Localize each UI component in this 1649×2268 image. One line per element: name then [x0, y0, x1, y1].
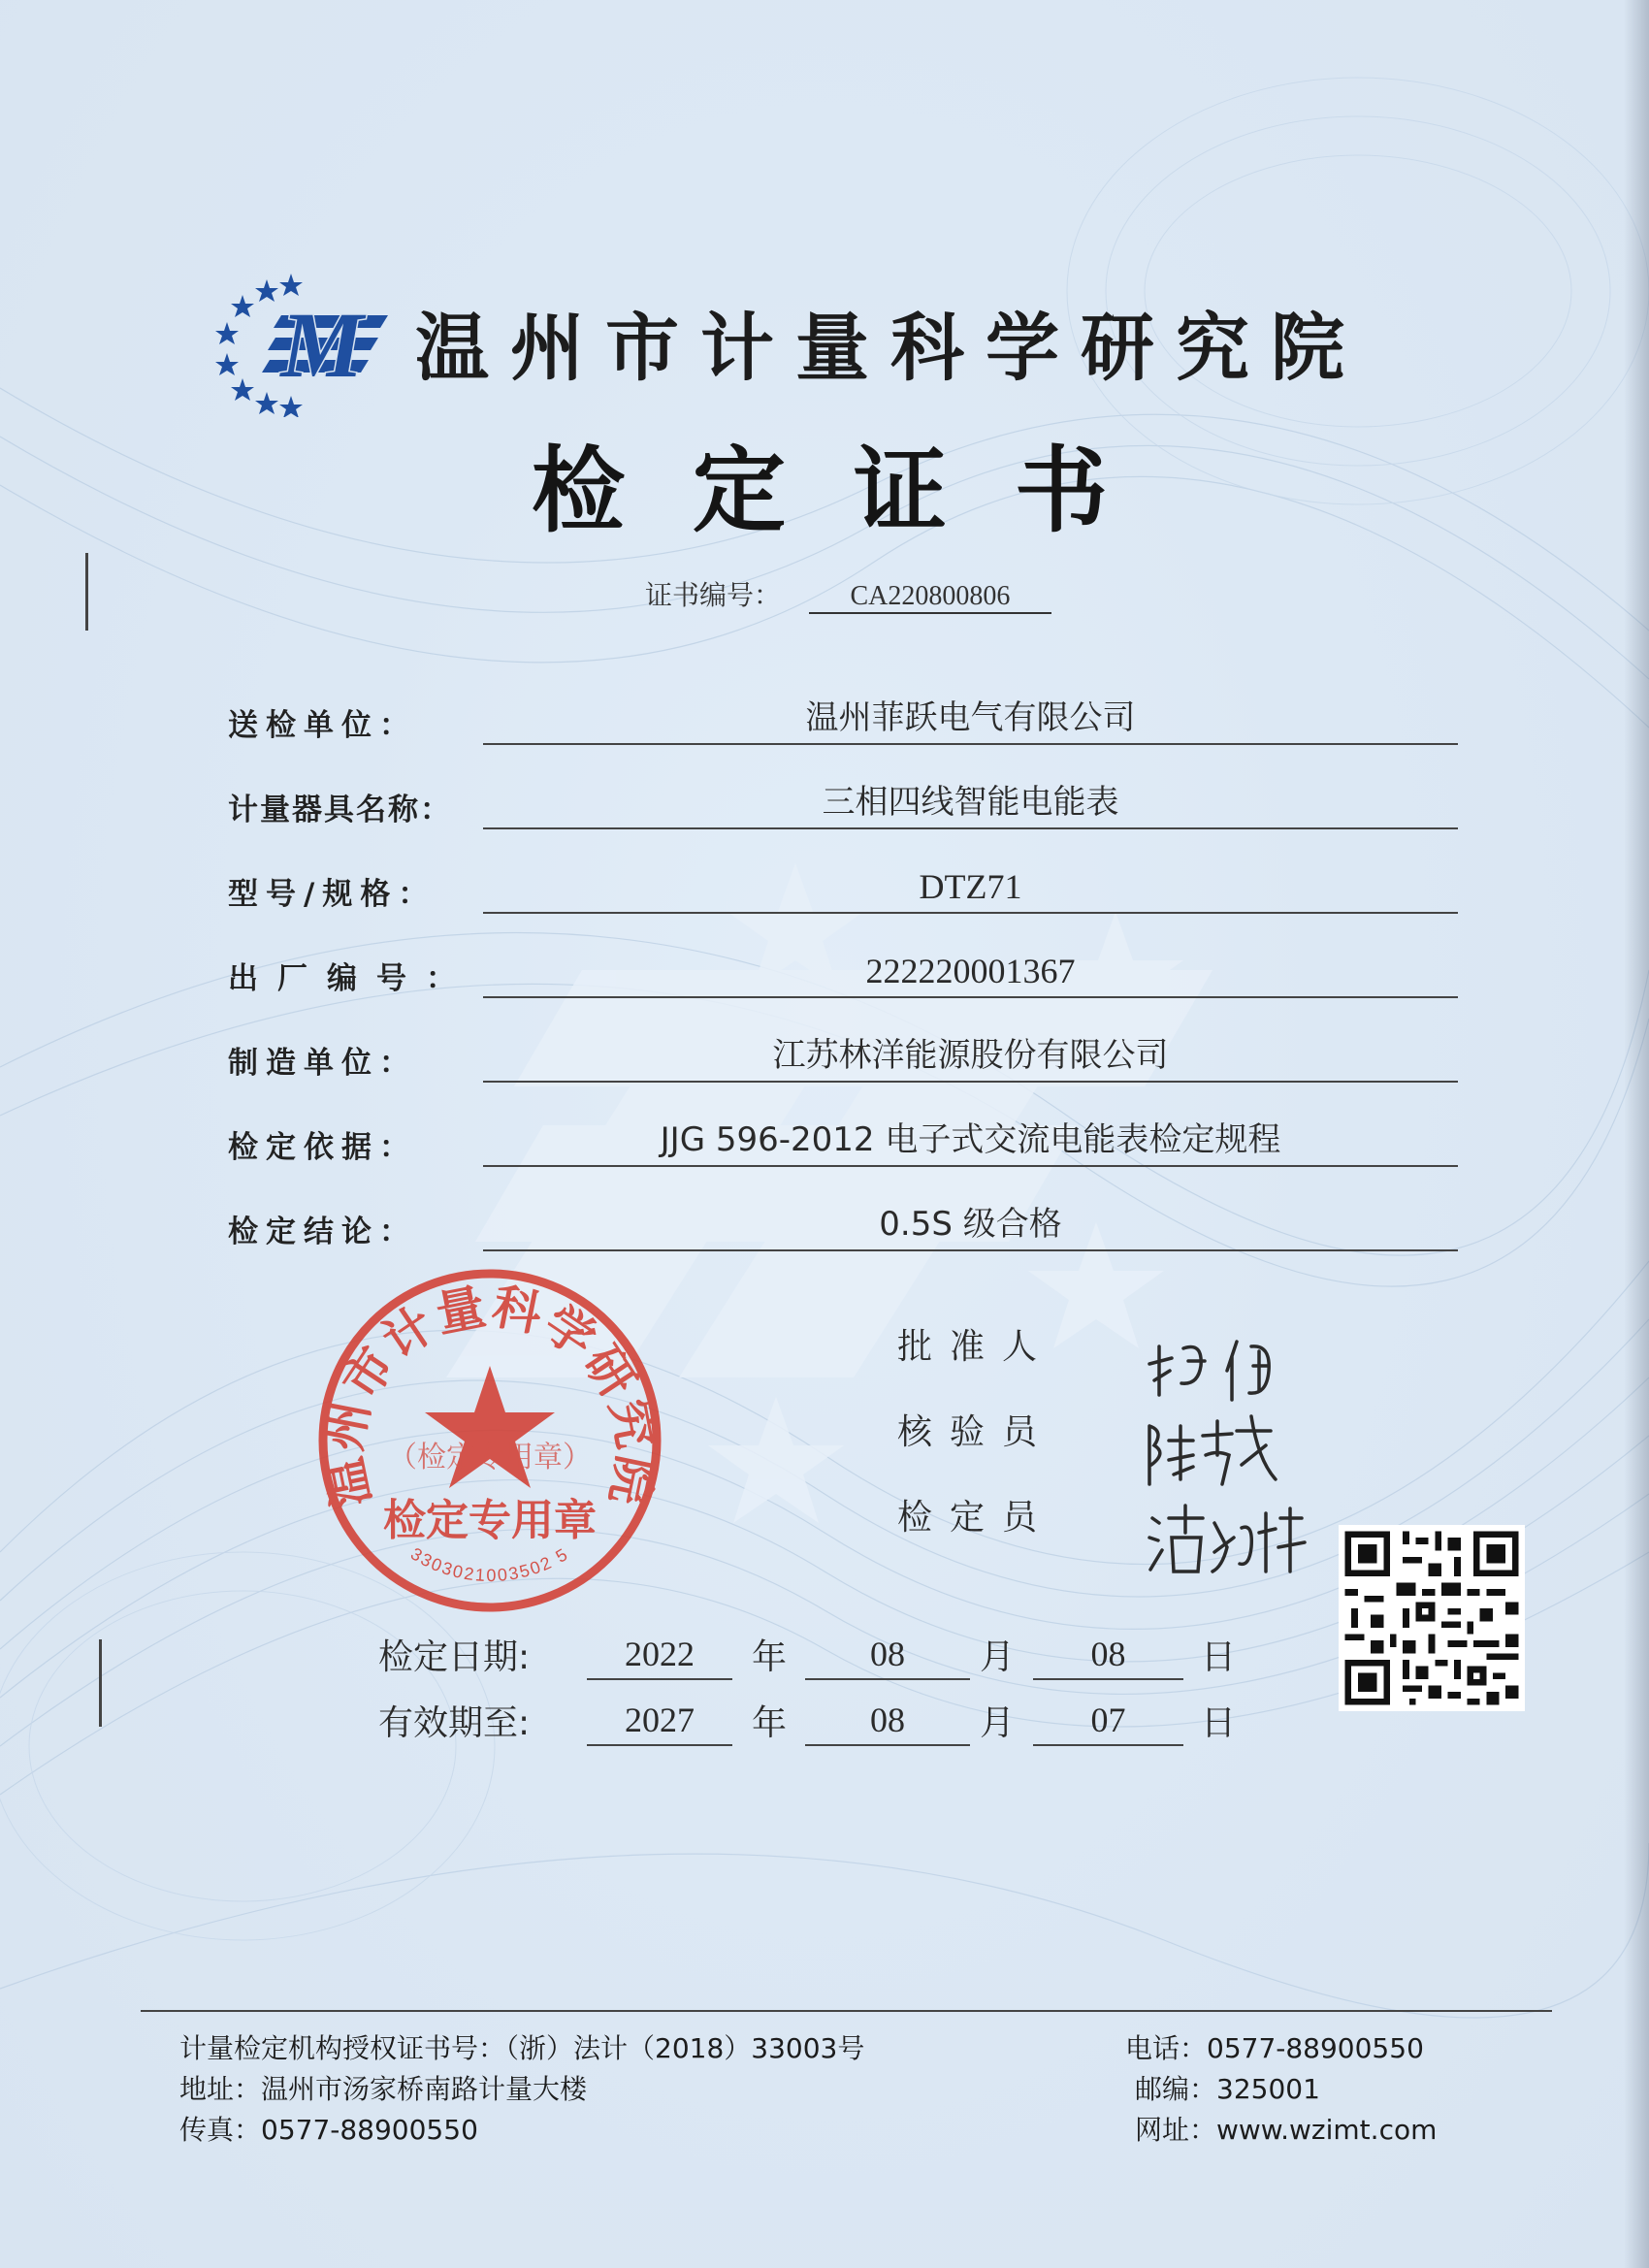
- field-value: 0.5S 级合格: [483, 1199, 1458, 1251]
- field-value: 江苏林洋能源股份有限公司: [483, 1030, 1458, 1083]
- field-label: 检定依据：: [228, 1130, 417, 1165]
- certificate-title: 检定证书: [532, 436, 1176, 545]
- verification-qr-code: [1339, 1525, 1525, 1711]
- signatory-roles: [897, 1319, 1054, 1575]
- svg-text:（检定专用章）: （检定专用章）: [388, 1441, 592, 1474]
- year-unit: 年: [752, 1703, 788, 1743]
- field-row-basis: [228, 1101, 1460, 1185]
- field-value: 三相四线智能电能表: [483, 777, 1458, 829]
- binding-mark-top: [85, 553, 88, 631]
- field-label: 送检单位：: [228, 708, 417, 743]
- verification-month: 08: [805, 1630, 970, 1680]
- role-checker: 核验员: [897, 1412, 1055, 1452]
- certificate-fields: [228, 679, 1460, 1270]
- footer-website: 网址：www.wzimt.com: [1135, 2114, 1438, 2146]
- validity-date-label: 有效期至:: [378, 1703, 531, 1743]
- field-label: 制造单位：: [228, 1046, 417, 1081]
- field-value: 温州菲跃电气有限公司: [483, 693, 1458, 745]
- footer-fax: 传真：0577-88900550: [179, 2114, 478, 2146]
- certificate-number: [645, 574, 1051, 614]
- binding-mark-bottom: [99, 1639, 102, 1727]
- footer-divider: [141, 2010, 1552, 2012]
- role-approver: 批准人: [897, 1327, 1055, 1367]
- official-seal-stamp: [310, 1261, 669, 1620]
- validity-month: 08: [805, 1696, 970, 1746]
- svg-text:检定专用章: 检定专用章: [383, 1496, 597, 1545]
- footer-address: 地址：温州市汤家桥南路计量大楼: [179, 2073, 588, 2105]
- day-unit: 日: [1201, 1637, 1237, 1677]
- page-edge-shadow: [1624, 0, 1649, 2268]
- footer-postcode: 邮编：325001: [1135, 2073, 1320, 2105]
- field-label: 检定结论：: [228, 1215, 417, 1249]
- year-unit: 年: [752, 1637, 788, 1677]
- certificate-number-value: CA220800806: [809, 581, 1051, 614]
- day-unit: 日: [1201, 1703, 1237, 1743]
- field-row-manufacturer: [228, 1017, 1460, 1101]
- certificate-number-label: 证书编号：: [645, 579, 782, 611]
- verification-year: 2022: [587, 1630, 732, 1680]
- field-row-submitting-unit: [228, 679, 1460, 763]
- field-value: JJG 596-2012 电子式交流电能表检定规程: [483, 1115, 1458, 1167]
- institute-header: [213, 272, 1455, 417]
- footer-phone: 电话：0577-88900550: [1125, 2032, 1424, 2064]
- field-label: 出厂编号：: [228, 961, 475, 996]
- institute-logo-icon: [213, 272, 398, 417]
- field-row-instrument-name: [228, 763, 1460, 848]
- field-value: 222220001367: [483, 946, 1458, 998]
- role-verifier: 检定员: [897, 1498, 1055, 1538]
- signature-verifier: [1145, 1494, 1310, 1581]
- footer-authorization: 计量检定机构授权证书号：（浙）法计（2018）33003号: [179, 2032, 865, 2064]
- verification-date-label: 检定日期:: [378, 1637, 531, 1677]
- signature-checker: [1140, 1407, 1285, 1494]
- svg-text:3303021003502 5: 3303021003502 5: [406, 1543, 573, 1586]
- field-row-conclusion: [228, 1185, 1460, 1270]
- validity-year: 2027: [587, 1696, 732, 1746]
- field-row-serial-number: [228, 932, 1460, 1017]
- month-unit: 月: [980, 1703, 1016, 1743]
- verification-day: 08: [1033, 1630, 1183, 1680]
- svg-text:温州市计量科学研究院: 温州市计量科学研究院: [315, 1278, 664, 1512]
- field-label: 型号/规格：: [228, 877, 436, 912]
- field-label: 计量器具名称：: [228, 793, 452, 827]
- field-row-model-spec: [228, 848, 1460, 932]
- validity-day: 07: [1033, 1696, 1183, 1746]
- institute-name: 温州市计量科学研究院: [415, 305, 1366, 391]
- signature-approver: [1145, 1327, 1339, 1414]
- month-unit: 月: [980, 1637, 1016, 1677]
- field-value: DTZ71: [483, 861, 1458, 914]
- svg-text:M: M: [280, 293, 364, 397]
